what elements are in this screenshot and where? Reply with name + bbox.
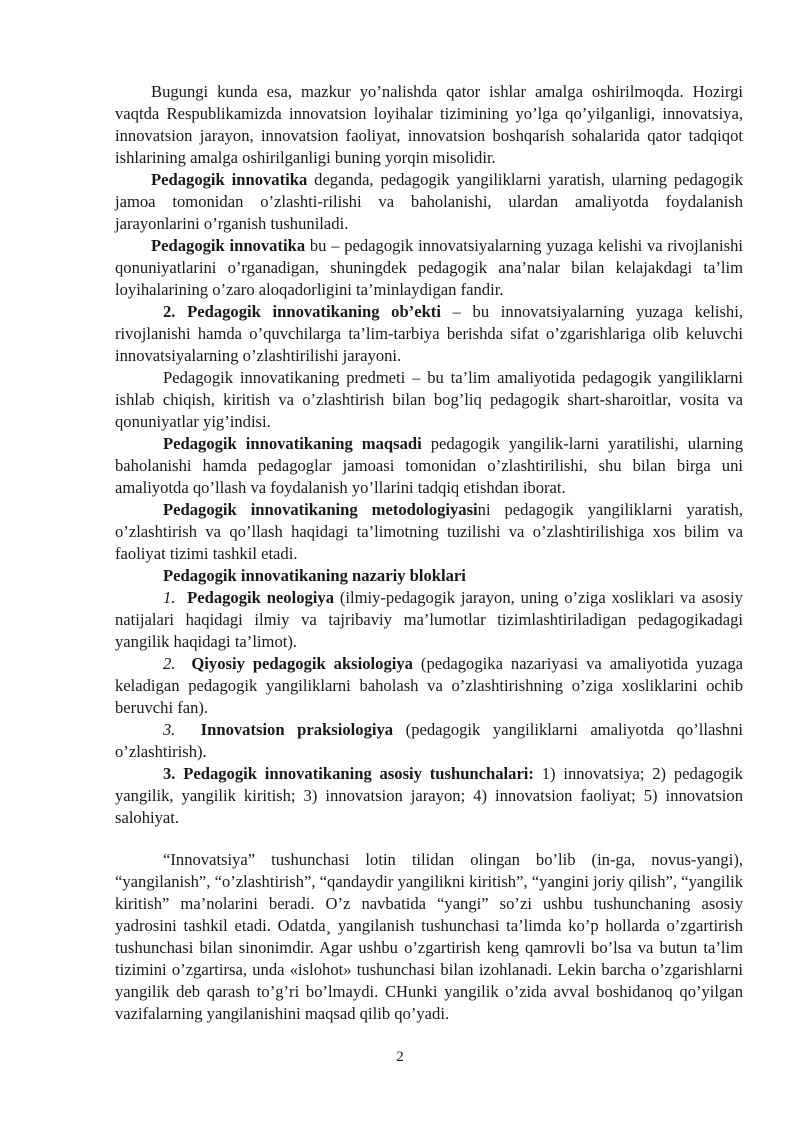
term-bold: 2. Pedagogik innovatikaning ob’ekti xyxy=(163,302,441,321)
paragraph-subject: Pedagogik innovatikaning predmeti – bu ta’lim amaliyotida pedagogik yangiliklarni ishlab chiqish, kiritish va o’zlashtirish bilan bog’liq pedagogik shart-sharoitlar, vosita va qonuniyatlar yig’indisi. xyxy=(115,368,743,431)
section-heading-blocks: Pedagogik innovatikaning nazariy bloklari xyxy=(163,566,466,585)
paragraph-object: 2. Pedagogik innovatikaning ob’ekti – bu innovatsiyalarning yuzaga kelishi, rivojlanishi hamda o’quvchilarga ta’lim-tarbiya berishda sifat o’zgarishlariga olib keluvchi innovatsiyalarning o’zlashtirilishi jarayoni. xyxy=(115,302,743,365)
paragraph-concepts: 3. Pedagogik innovatikaning asosiy tushunchalari: 1) innovatsiya; 2) pedagogik yangilik, yangilik kiritish; 3) innovatsion jarayon; 4) innovatsion faoliyat; 5) innovatsion salohiyat. xyxy=(115,764,743,827)
text-block-upper xyxy=(115,81,743,829)
term-bold: 3. Pedagogik innovatikaning asosiy tushunchalari: xyxy=(163,764,534,783)
paragraph-methodology: Pedagogik innovatikaning metodologiyasini pedagogik yangiliklarni yaratish, o’zlashtirish va qo’llash haqidagi ta’limotning tuzilishi va o’zlashtirilishiga xos bilim va faoliyat tizimi tashkil etadi. xyxy=(115,500,743,563)
list-item-neology: 1. Pedagogik neologiya (ilmiy-pedagogik jarayon, uning o’ziga xosliklari va asosiy natijalari haqidagi ilmiy va tajribaviy ma’lumotlar tizimlashtiriladigan pedagogikadagi yangilik haqidagi ta’limot). xyxy=(115,588,743,651)
term-bold: Qiyosiy pedagogik aksiologiya xyxy=(191,654,413,673)
term-bold: Pedagogik innovatika xyxy=(151,170,308,189)
paragraph-definition: Pedagogik innovatika deganda, pedagogik yangiliklarni yaratish, ularning pedagogik jamoa tomonidan o’zlashti-rilishi va baholanishi, ulardan amaliyotda foydalanish jarayonlarini o’rganish tushuniladi. xyxy=(115,170,743,233)
paragraph-innovation-term: “Innovatsiya” tushunchasi lotin tilidan olingan bo’lib (in-ga, novus-yangi), “yangilanish”, “o’zlashtirish”, “qandaydir yangilikni kiritish”, “yangini joriy qilish”, “yangilik kiritish” ma’nolarini beradi. O’z navbatida “yangi” so’zi ushbu tushunchaning asosiy yadrosini tashkil etadi. Odatda¸ yangilanish tushunchasi ta’limda ko’p hollarda o’zgartirish tushunchasi bilan sinonimdir. Agar ushbu o’zgartirish keng qamrovli bo’lsa va butun ta’lim tizimini o’zgartirsa, unda «islohot» tushunchasi bilan izohlanadi. Lekin barcha o’zgarishlarni yangilik deb qarash to’g’ri bo’lmaydi. CHunki yangilik o’zida avval boshidanoq qo’yilgan vazifalarning yangilanishini maqsad qilib qo’yadi. xyxy=(115,850,743,1023)
list-number: 2. xyxy=(163,654,176,673)
list-number: 3. xyxy=(163,720,176,739)
paragraph-discipline: Pedagogik innovatika bu – pedagogik innovatsiyalarning yuzaga kelishi va rivojlanishi qonuniyatlarini o’rganadigan, shuningdek pedagogik ana’nalar bilan kelajakdagi ta’lim loyihalarining o’zaro aloqadorligini ta’minlaydigan fandir. xyxy=(115,236,743,299)
text-block-lower xyxy=(115,849,743,1025)
list-number: 1. xyxy=(163,588,176,607)
term-bold: Pedagogik innovatika xyxy=(151,236,306,255)
list-item-axiology: 2. Qiyosiy pedagogik aksiologiya (pedagogika nazariyasi va amaliyotida yuzaga keladigan pedagogik yangiliklarni baholash va o’zlashtirishning o’ziga xosliklarini ochib beruvchi fan). xyxy=(115,654,744,717)
list-item-praxiology: 3. Innovatsion praksiologiya (pedagogik yangiliklarni amaliyotda qo’llashni o’zlashtirish). xyxy=(115,720,744,761)
term-bold: Pedagogik innovatikaning metodologiyasi xyxy=(163,500,478,519)
term-bold: Pedagogik neologiya xyxy=(187,588,334,607)
term-bold: Pedagogik innovatikaning maqsadi xyxy=(163,434,422,453)
term-bold: Innovatsion praksiologiya xyxy=(200,720,394,739)
paragraph-intro: Bugungi kunda esa, mazkur yo’nalishda qator ishlar amalga oshirilmoqda. Hozirgi vaqtda Respublikamizda innovatsion loyihalar tizimining yo’lga qo’yilganligi, innovatsiya, innovatsion jarayon, innovatsion faoliyat, innovatsion boshqarish sohalarida qator tadqiqot ishlarining amalga oshirilganligi buning yorqin misolidir. xyxy=(115,82,743,167)
page-number: 2 xyxy=(396,1049,404,1065)
paragraph-goal: Pedagogik innovatikaning maqsadi pedagogik yangilik-larni yaratilishi, ularning baholanishi hamda pedagoglar jamoasi tomonidan o’zlashtirilishi, shu bilan birga uni amaliyotda qo’llash va foydalanish yo’llarini tadqiq etishdan iborat. xyxy=(115,434,743,497)
